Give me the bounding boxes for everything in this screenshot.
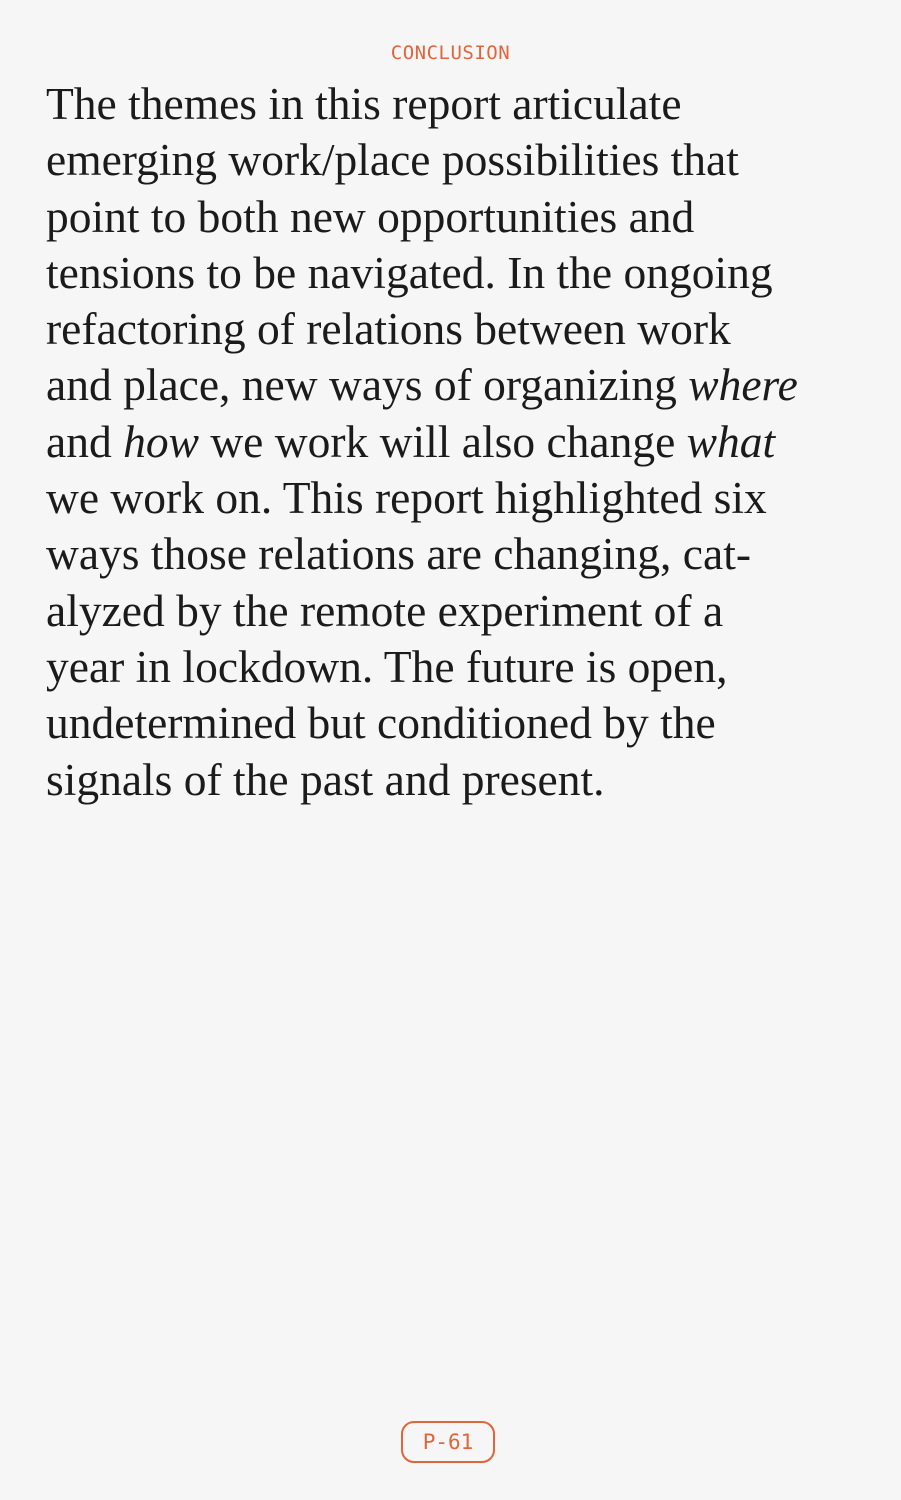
paragraph-line: emerging work/place possibilities that <box>46 134 739 186</box>
paragraph-line: ways those relations are changing, cat- <box>46 528 751 580</box>
emphasis-how: how <box>123 415 199 467</box>
paragraph-line <box>46 414 866 470</box>
paragraph-text: we work will also change <box>198 415 687 467</box>
paragraph-line: we work on. This report highlighted six <box>46 472 767 524</box>
paragraph-line <box>46 357 866 413</box>
paragraph-line: refactoring of relations between work <box>46 303 731 355</box>
emphasis-what: what <box>686 415 776 467</box>
paragraph-line: The themes in this report articulate <box>46 78 682 129</box>
paragraph-line: point to both new opportunities and <box>46 190 695 242</box>
paragraph-line: year in lockdown. The future is open, <box>46 640 728 692</box>
paragraph-line: tensions to be navigated. In the ongoing <box>46 246 773 298</box>
paragraph-text: and place, new ways of organizing <box>46 359 689 411</box>
paragraph-line: signals of the past and present. <box>46 753 605 805</box>
paragraph-text: and <box>46 415 124 467</box>
section-label: CONCLUSION <box>390 42 511 64</box>
page-number-badge: P-61 <box>401 1421 495 1463</box>
paragraph-line: undetermined but conditioned by the <box>46 697 716 749</box>
paragraph-line: alyzed by the remote experiment of a <box>46 584 724 636</box>
conclusion-paragraph <box>46 76 866 808</box>
emphasis-where: where <box>688 359 798 411</box>
